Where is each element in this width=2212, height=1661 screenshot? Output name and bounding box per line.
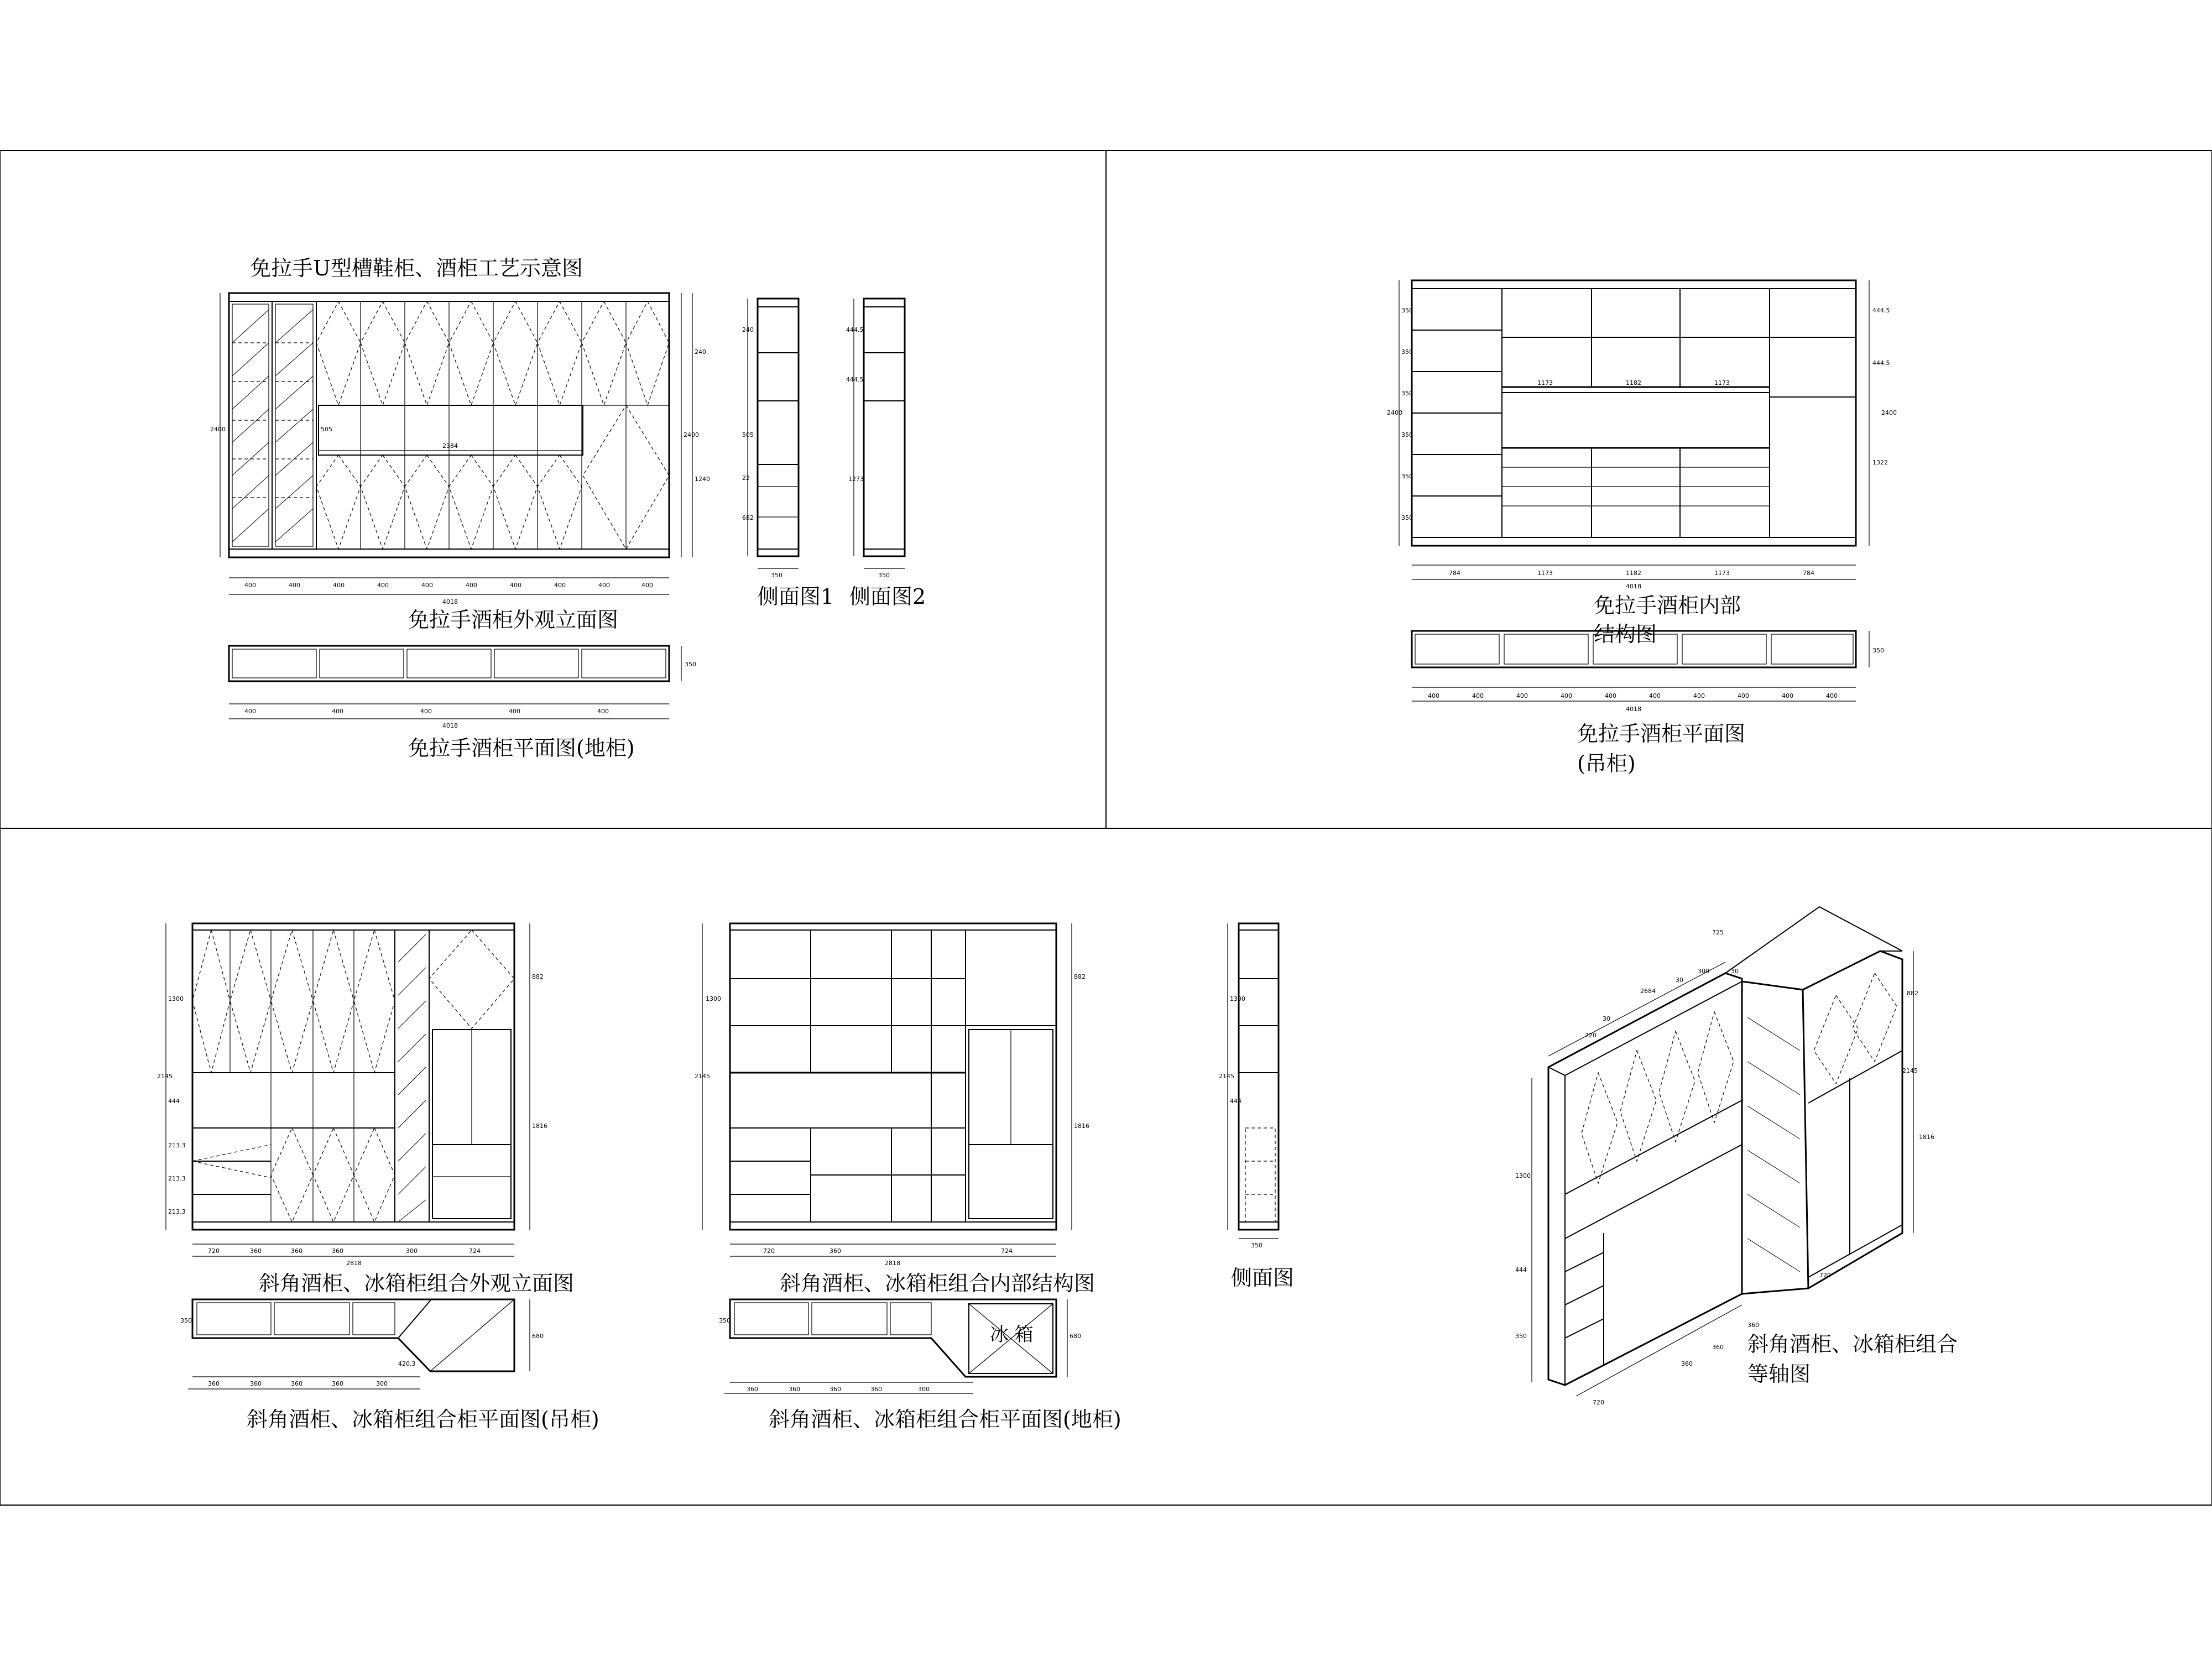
dim-text: 400 — [554, 582, 566, 589]
dim-text: 400 — [509, 708, 520, 715]
dim-text: 360 — [747, 1386, 758, 1393]
dim-text: 350 — [685, 661, 696, 668]
dim-text: 1182 — [1626, 379, 1641, 386]
panel1-plan — [229, 646, 681, 719]
panel3-side — [1228, 923, 1279, 1239]
dim-text: 360 — [830, 1247, 841, 1255]
dim-text: 2145 — [695, 1073, 710, 1080]
panel1-side1-label: 侧面图1 — [758, 584, 834, 609]
iso-dim-text: 720 — [1585, 1032, 1597, 1039]
dim-text: 2818 — [885, 1260, 900, 1267]
dim-text: 4018 — [442, 722, 458, 729]
dim-text: 350 — [719, 1317, 731, 1324]
panel3-internal-label: 斜角酒柜、冰箱柜组合内部结构图 — [780, 1271, 1095, 1296]
dim-text: 784 — [1803, 570, 1814, 577]
iso-dim-text: 2145 — [1902, 1067, 1918, 1074]
iso-dim-text: 1300 — [1515, 1172, 1531, 1179]
dim-text: 2400 — [1881, 409, 1897, 416]
iso-dim-text: 360 — [1747, 1322, 1759, 1329]
panel2-internal — [1399, 280, 1869, 579]
iso-dim-text: 2684 — [1640, 988, 1656, 995]
dim-text: 1816 — [1074, 1122, 1089, 1130]
dim-text: 300 — [406, 1247, 418, 1255]
dim-text: 1173 — [1714, 570, 1730, 577]
panel1-elevation-label: 免拉手酒柜外观立面图 — [408, 608, 619, 632]
panel3-hang-plan — [188, 1299, 530, 1389]
iso-dim-text: 350 — [1515, 1333, 1527, 1340]
dim-text: 360 — [291, 1380, 302, 1387]
panel2-internal-label-line2: 结构图 — [1594, 622, 1657, 646]
dim-text: 724 — [469, 1247, 481, 1255]
dim-text: 1173 — [1537, 379, 1553, 386]
dim-text: 2400 — [684, 431, 699, 438]
dim-text: 400 — [377, 582, 389, 589]
dim-text: 350 — [1401, 473, 1413, 480]
dim-text: 1300 — [1230, 995, 1245, 1002]
dim-text: 400 — [1782, 692, 1793, 699]
dim-text: 4018 — [442, 598, 458, 605]
dim-text: 400 — [332, 708, 343, 715]
dim-text: 680 — [532, 1333, 544, 1340]
dim-text: 400 — [510, 582, 521, 589]
iso-dim-text: 882 — [1907, 990, 1918, 997]
dim-text: 1300 — [168, 995, 184, 1002]
panel1-side2-label: 侧面图2 — [849, 584, 926, 609]
panel3-side-label: 侧面图 — [1231, 1266, 1295, 1290]
dim-text: 882 — [532, 973, 544, 980]
dim-text: 350 — [1401, 431, 1413, 438]
dim-text: 400 — [333, 582, 345, 589]
dim-text: 1173 — [1537, 570, 1553, 577]
dim-text: 4018 — [1626, 706, 1641, 713]
dim-text: 300 — [376, 1380, 388, 1387]
fridge-label: 冰 箱 — [990, 1324, 1034, 1346]
iso-dim-text: 1816 — [1919, 1134, 1934, 1141]
dim-text: 2400 — [210, 426, 226, 433]
iso-dim-text: 444 — [1515, 1266, 1527, 1273]
dim-text: 720 — [208, 1247, 220, 1255]
iso-dim-text: 360 — [1681, 1360, 1693, 1367]
dim-text: 400 — [641, 582, 653, 589]
iso-dim-text: 720 — [1819, 1272, 1831, 1279]
panel3-floor-plan-label: 斜角酒柜、冰箱柜组合柜平面图(地柜) — [769, 1407, 1121, 1432]
iso-dim-text: 725 — [1712, 929, 1724, 936]
dim-text: 360 — [208, 1380, 220, 1387]
dim-text: 444.5 — [1872, 307, 1890, 314]
dim-text: 4018 — [1626, 583, 1641, 590]
dim-text: 400 — [289, 582, 300, 589]
dim-text: 1322 — [1872, 459, 1888, 466]
dim-text: 360 — [332, 1247, 343, 1255]
dim-text: 400 — [466, 582, 477, 589]
dim-text: 350 — [1401, 390, 1413, 397]
dim-text: 400 — [597, 708, 609, 715]
panel2-internal-label-line1: 免拉手酒柜内部 — [1594, 593, 1741, 618]
dim-text: 1173 — [1714, 379, 1730, 386]
dim-text: 400 — [420, 708, 432, 715]
dim-text: 682 — [742, 514, 754, 521]
dim-text: 350 — [1401, 307, 1413, 314]
dim-text: 1240 — [695, 476, 710, 483]
dim-text: 720 — [763, 1247, 775, 1255]
dim-text: 444.5 — [846, 326, 864, 333]
dim-text: 882 — [1074, 973, 1086, 980]
dim-text: 400 — [1738, 692, 1749, 699]
dim-text: 300 — [918, 1386, 930, 1393]
dim-text: 505 — [742, 431, 754, 438]
dim-text: 350 — [1401, 514, 1413, 521]
dim-text: 420.3 — [398, 1360, 416, 1367]
dim-text: 1300 — [706, 995, 721, 1002]
dim-text: 1816 — [532, 1122, 547, 1130]
panel1-plan-label: 免拉手酒柜平面图(地柜) — [408, 736, 635, 760]
panel3-internal — [702, 923, 1072, 1256]
dim-text: 2145 — [1219, 1073, 1234, 1080]
dim-text: 213.3 — [168, 1208, 186, 1215]
dim-text: 360 — [830, 1386, 841, 1393]
iso-dim-text: 300 — [1698, 968, 1709, 975]
panel3-hang-plan-label: 斜角酒柜、冰箱柜组合柜平面图(吊柜) — [247, 1407, 599, 1432]
dim-text: 2818 — [346, 1260, 362, 1267]
dim-text: 1273 — [848, 476, 864, 483]
dim-text: 2384 — [442, 442, 458, 450]
iso-dim-text: 30 — [1603, 1015, 1610, 1022]
panel3-elevation-label: 斜角酒柜、冰箱柜组合外观立面图 — [259, 1271, 575, 1296]
dim-text: 444 — [168, 1098, 180, 1105]
dim-text: 350 — [1251, 1242, 1262, 1249]
dim-text: 400 — [1605, 692, 1616, 699]
dim-text: 360 — [870, 1386, 882, 1393]
dim-text: 360 — [291, 1247, 302, 1255]
panel3-floor-plan — [724, 1299, 1067, 1393]
dim-text: 2400 — [1387, 409, 1402, 416]
dim-text: 350 — [878, 572, 890, 579]
dim-text: 360 — [332, 1380, 343, 1387]
dim-text: 350 — [180, 1317, 192, 1324]
dim-text: 400 — [244, 582, 256, 589]
dim-text: 680 — [1070, 1333, 1081, 1340]
dim-text: 400 — [421, 582, 433, 589]
dim-text: 400 — [1472, 692, 1484, 699]
dim-text: 350 — [1401, 348, 1413, 356]
sheet-title: 免拉手U型槽鞋柜、酒柜工艺示意图 — [250, 256, 583, 280]
panel3-isometric — [1532, 907, 1913, 1396]
dim-text: 784 — [1449, 570, 1460, 577]
dim-text: 400 — [1649, 692, 1661, 699]
dim-text: 505 — [321, 426, 332, 433]
iso-dim-text: 30 — [1676, 976, 1683, 984]
dim-text: 360 — [250, 1380, 262, 1387]
panel1-side1 — [748, 299, 799, 568]
dim-text: 360 — [789, 1386, 800, 1393]
dim-text: 213.3 — [168, 1175, 186, 1182]
dim-text: 22 — [742, 474, 750, 482]
panel1-side2 — [854, 299, 905, 568]
dim-text: 444 — [1230, 1098, 1241, 1105]
panel2-plan-label-line1: 免拉手酒柜平面图 — [1577, 722, 1746, 746]
iso-dim-text: 30 — [1731, 968, 1739, 975]
dim-text: 400 — [1561, 692, 1572, 699]
panel3-iso-label-line1: 斜角酒柜、冰箱柜组合 — [1747, 1332, 1958, 1356]
dim-text: 400 — [1693, 692, 1705, 699]
dim-text: 444.5 — [846, 376, 864, 383]
dim-text: 400 — [1516, 692, 1528, 699]
iso-dim-text: 720 — [1593, 1399, 1604, 1406]
dim-text: 400 — [598, 582, 610, 589]
dim-text: 350 — [1872, 647, 1884, 654]
dim-text: 1182 — [1626, 570, 1641, 577]
dim-text: 350 — [771, 572, 782, 579]
dim-text: 400 — [244, 708, 256, 715]
panel3-elevation — [166, 923, 530, 1256]
dim-text: 444.5 — [1872, 359, 1890, 367]
panel2-plan-label-line2: (吊柜) — [1577, 751, 1636, 776]
dim-text: 240 — [742, 326, 754, 333]
dim-text: 400 — [1428, 692, 1439, 699]
dim-text: 2145 — [157, 1073, 173, 1080]
panel3-iso-label-line2: 等轴图 — [1747, 1362, 1811, 1386]
dim-text: 724 — [1001, 1247, 1013, 1255]
dim-text: 213.3 — [168, 1142, 186, 1149]
iso-dim-text: 360 — [1712, 1344, 1724, 1351]
dim-text: 360 — [250, 1247, 262, 1255]
dim-text: 240 — [695, 348, 706, 356]
dim-text: 400 — [1826, 692, 1838, 699]
